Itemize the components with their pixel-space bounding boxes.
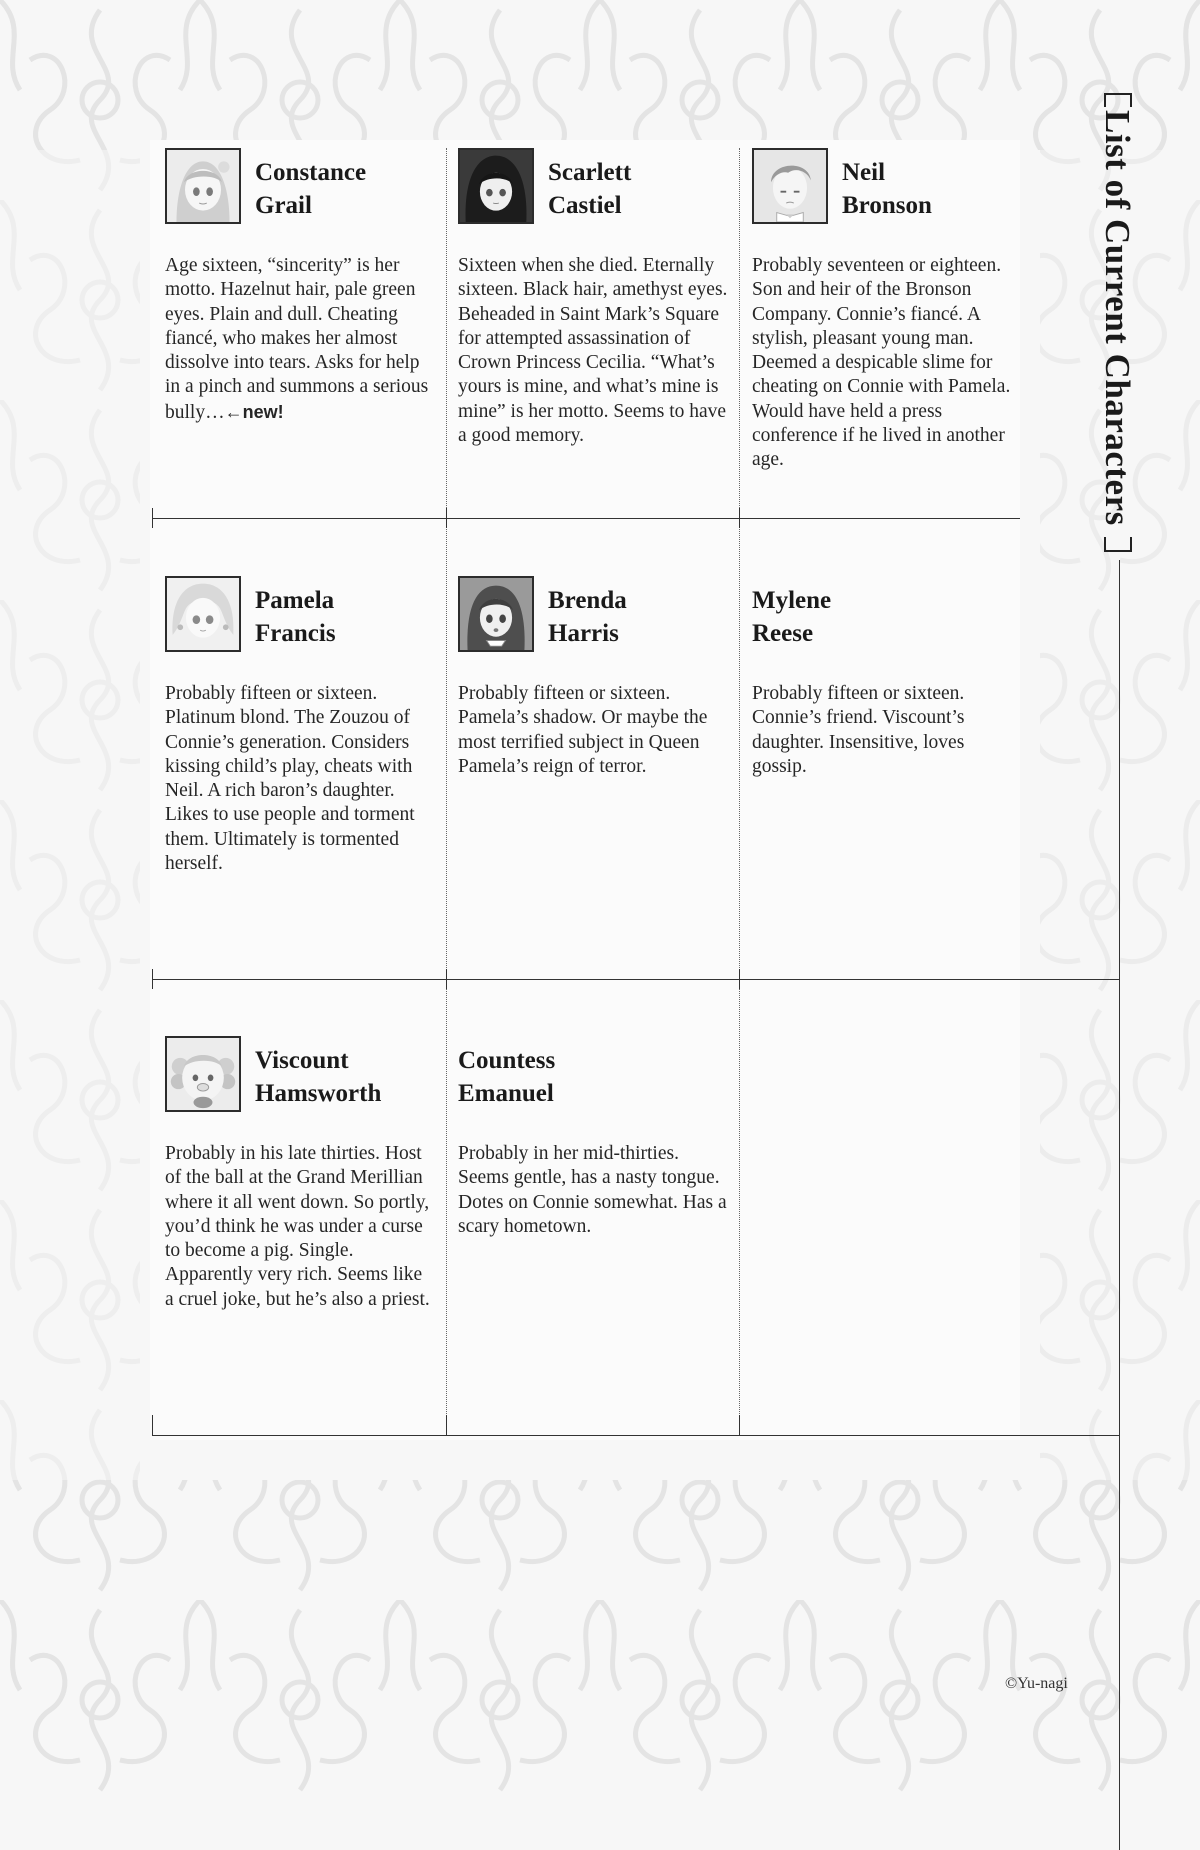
row-divider xyxy=(152,979,1119,980)
character-name xyxy=(255,156,366,222)
portrait-image xyxy=(458,148,534,224)
grid-divider xyxy=(446,148,447,1436)
description-text: Sixteen when she died. Eternally sixteen. Black hair, amethyst eyes. Beheaded in Saint Mark’s Square for attempted assassination of Crown Princess Cecilia. “What’s yours is mine, and what’s mine is mine” is her motto. Seems to have a good memory. xyxy=(458,255,728,447)
description-text: Probably seventeen or eighteen. Son and heir of the Bronson Company. Connie’s fiancé. A stylish, pleasant young man. Deemed a despicable slime for cheating on Connie with Pamela. Would have held a press conference if he lived in another age. xyxy=(752,255,1011,471)
character-name xyxy=(548,584,627,650)
character-name xyxy=(458,1044,555,1110)
last-name: Emanuel xyxy=(458,1080,554,1107)
character-description xyxy=(752,254,1022,473)
first-name: Viscount xyxy=(255,1047,349,1074)
row-tick xyxy=(739,508,740,528)
first-name: Neil xyxy=(842,159,886,186)
row-divider xyxy=(152,518,1020,519)
last-name: Grail xyxy=(255,192,312,219)
last-name: Harris xyxy=(548,620,619,647)
description-text: Probably in his late thirties. Host of the ball at the Grand Merillian where it all went down. So portly, you’d think he was under a curse to become a pig. Single. Apparently very rich. Seems like a cruel joke, but he’s also a priest. xyxy=(165,1143,430,1310)
character-description xyxy=(165,1142,435,1312)
first-name: Scarlett xyxy=(548,159,632,186)
row-tick xyxy=(739,1415,740,1435)
character-name xyxy=(752,584,831,650)
bracket-top-right xyxy=(1130,93,1132,107)
row-tick xyxy=(446,1415,447,1435)
last-name: Francis xyxy=(255,620,336,647)
row-tick xyxy=(152,1415,153,1435)
character-description xyxy=(458,1142,728,1239)
character-name xyxy=(255,1044,381,1110)
portrait-image xyxy=(165,576,241,652)
bracket-top xyxy=(1104,93,1132,95)
first-name: Mylene xyxy=(752,587,832,614)
last-name: Reese xyxy=(752,620,814,647)
character-card-hamsworth xyxy=(165,1036,435,1312)
character-name xyxy=(842,156,932,222)
description-text: Age sixteen, “sincerity” is her motto. Hazelnut hair, pale green eyes. Plain and dull. Cheating fiancé, who makes her almost dissolve into tears. Asks for help in a pinch and summons a serious bully… xyxy=(165,255,429,423)
bracket-bottom-left xyxy=(1104,537,1106,551)
bracket-bottom xyxy=(1104,550,1132,552)
character-description xyxy=(458,254,728,448)
first-name: Brenda xyxy=(548,587,627,614)
character-card-constance xyxy=(165,148,435,425)
character-description xyxy=(165,682,435,876)
character-description xyxy=(458,682,728,779)
character-card-pamela xyxy=(165,576,435,876)
portrait-image xyxy=(458,576,534,652)
copyright: ©Yu-nagi xyxy=(1005,1675,1068,1692)
sidebar-title: List of Current Characters xyxy=(1098,110,1137,526)
row-tick xyxy=(152,508,153,528)
description-text: Probably in her mid-thirties. Seems gentle, has a nasty tongue. Dotes on Connie somewhat. Has a scary hometown. xyxy=(458,1143,727,1237)
character-card-scarlett xyxy=(458,148,728,448)
last-name: Bronson xyxy=(842,192,932,219)
row-tick xyxy=(446,508,447,528)
first-name: Countess xyxy=(458,1047,556,1074)
portrait-image xyxy=(165,1036,241,1112)
character-name xyxy=(255,584,336,650)
row-tick xyxy=(739,969,740,989)
row-tick xyxy=(152,969,153,989)
character-card-emanuel xyxy=(458,1036,728,1239)
character-name xyxy=(548,156,631,222)
first-name: Constance xyxy=(255,159,367,186)
character-card-neil xyxy=(752,148,1022,473)
row-divider xyxy=(152,1435,1119,1436)
first-name: Pamela xyxy=(255,587,335,614)
new-tag: ←new! xyxy=(224,401,284,422)
description-text: Probably fifteen or sixteen. Connie’s friend. Viscount’s daughter. Insensitive, loves gossip. xyxy=(752,683,965,777)
bracket-bottom-right xyxy=(1130,537,1132,551)
description-text: Probably fifteen or sixteen. Pamela’s shadow. Or maybe the most terrified subject in Queen Pamela’s reign of terror. xyxy=(458,683,708,777)
sidebar-rule xyxy=(1119,560,1120,1850)
character-description xyxy=(165,254,435,425)
portrait-image xyxy=(165,148,241,224)
grid-divider xyxy=(739,148,740,1436)
character-card-mylene xyxy=(752,576,1022,779)
row-tick xyxy=(446,969,447,989)
character-description xyxy=(752,682,1022,779)
bracket-top-left xyxy=(1104,93,1106,107)
description-text: Probably fifteen or sixteen. Platinum blond. The Zouzou of Connie’s generation. Considers kissing child’s play, cheats with Neil. A rich baron’s daughter. Likes to use people and torment them. Ultimately is tormented herself. xyxy=(165,683,415,875)
last-name: Castiel xyxy=(548,192,622,219)
portrait-image xyxy=(752,148,828,224)
character-card-brenda xyxy=(458,576,728,779)
last-name: Hamsworth xyxy=(255,1080,382,1107)
